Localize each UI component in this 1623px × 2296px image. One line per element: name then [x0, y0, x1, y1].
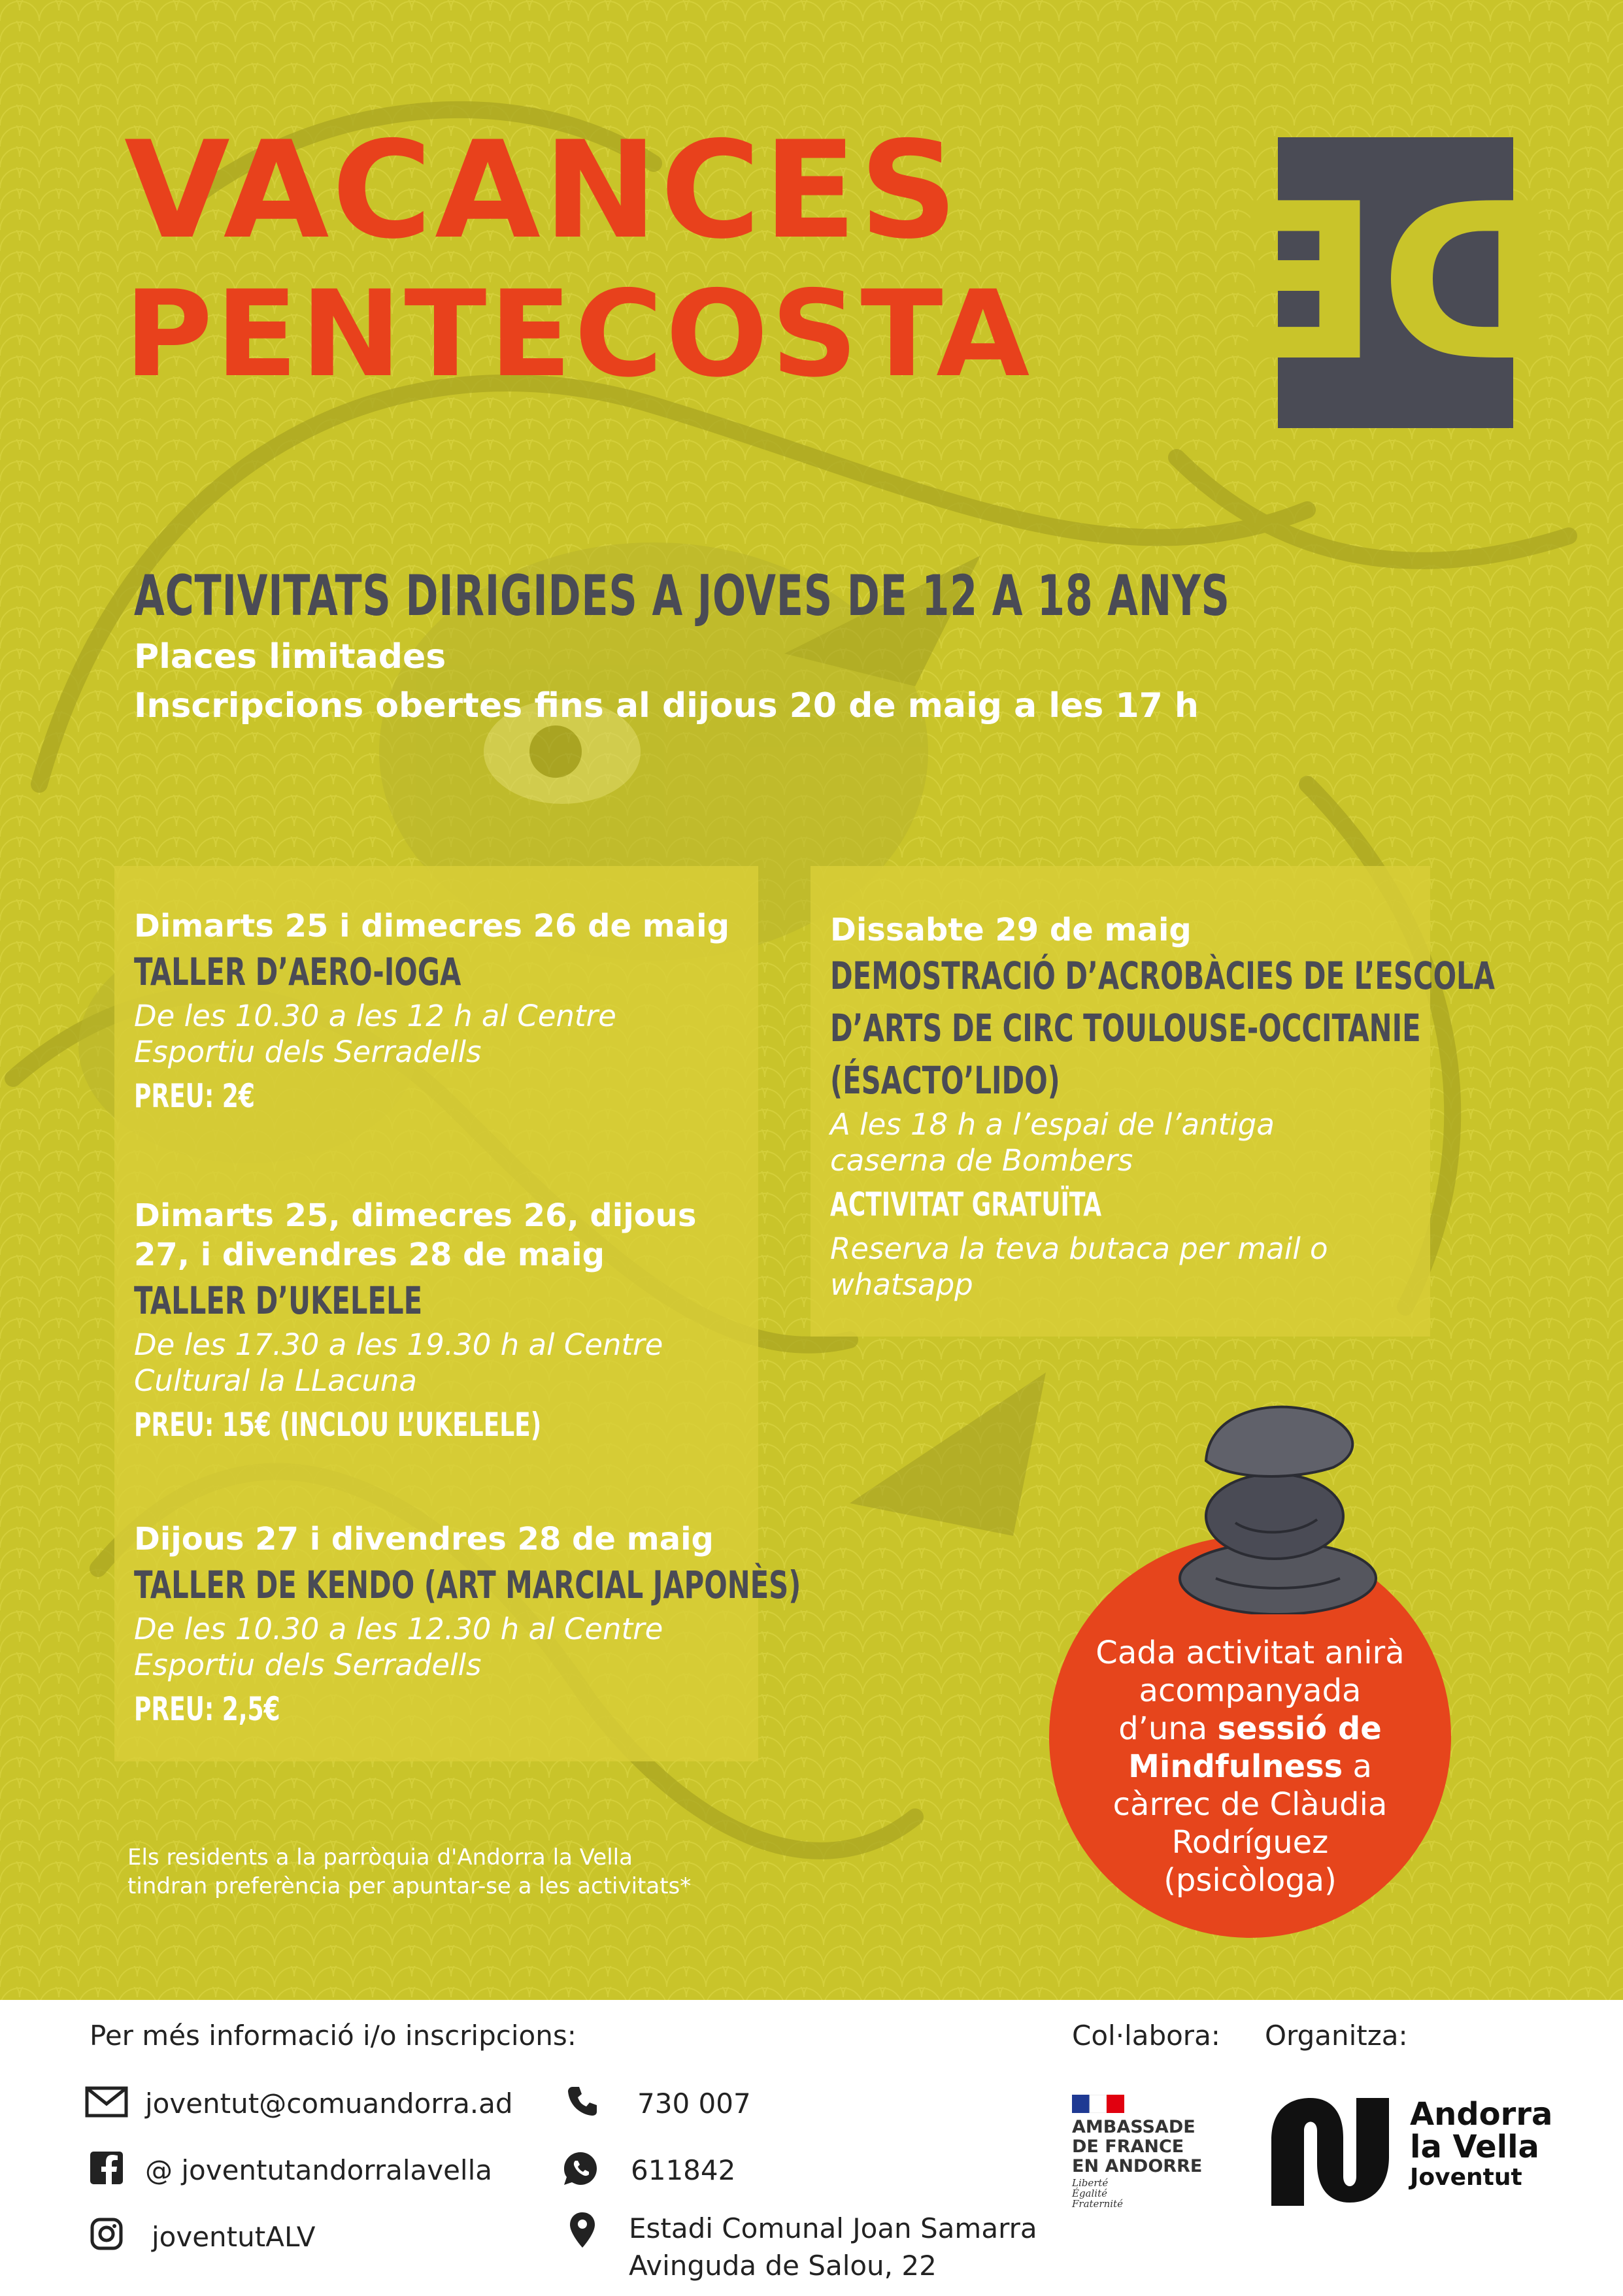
- places-limited: Places limitades: [134, 637, 446, 676]
- activity-location: De les 10.30 a les 12.30 h al Centre Esportiu dels Serradells: [134, 1612, 663, 1682]
- activity-location: De les 10.30 a les 12 h al Centre Esportiu dels Serradells: [134, 999, 616, 1069]
- collabora-label: Col·labora:: [1072, 2020, 1220, 2052]
- address-line-1: Estadi Comunal Joan Samarra: [629, 2212, 1037, 2244]
- activity-price: PREU: 2€: [134, 1077, 255, 1115]
- stacked-stones-icon: [1170, 1389, 1386, 1614]
- activity-date: Dimarts 25, dimecres 26, dijous 27, i divendres 28 de maig: [134, 1197, 697, 1273]
- ambassade-motto: [1072, 2178, 1123, 2209]
- mindfulness-line-3: [1079, 1710, 1422, 1748]
- address-line-2: Avinguda de Salou, 22: [629, 2250, 937, 2282]
- motto-line-1: Liberté: [1072, 2177, 1109, 2189]
- mindfulness-line-4-post: a: [1343, 1748, 1372, 1785]
- motto-line-2: Égalité: [1072, 2188, 1107, 2199]
- facebook-link[interactable]: @ joventutandorralavella: [145, 2154, 493, 2186]
- french-flag-icon: [1072, 2095, 1124, 2113]
- activity-location: De les 17.30 a les 19.30 h al Centre Cultural la LLacuna: [134, 1327, 663, 1398]
- de-mirrored-text: DE: [1232, 157, 1559, 408]
- envelope-icon: [85, 2086, 128, 2118]
- andorra-la-vella-logo-text: [1410, 2098, 1552, 2192]
- alv-line-2: la Vella: [1410, 2129, 1539, 2165]
- ambassade-line-1: AMBASSADE: [1072, 2117, 1196, 2137]
- instagram-link[interactable]: joventutALV: [152, 2221, 316, 2253]
- activity-price: PREU: 15€ (INCLOU L’UKELELE): [134, 1406, 542, 1444]
- location-pin-icon: [569, 2211, 596, 2249]
- activity-name: TALLER DE KENDO (ART MARCIAL JAPONÈS): [134, 1563, 801, 1607]
- activity-aero-ioga: [134, 907, 739, 1122]
- activity-name-line-3: (ÉSACTO’LIDO): [830, 1058, 1060, 1103]
- mindfulness-line-3-pre: d’una: [1118, 1710, 1218, 1747]
- title-line-2: PENTECOSTA: [124, 265, 1033, 403]
- ambassade-line-2: DE FRANCE: [1072, 2137, 1184, 2157]
- info-label: Per més informació i/o inscripcions:: [90, 2020, 577, 2052]
- subtitle: ACTIVITATS DIRIGIDES A JOVES DE 12 A 18 ANYS: [134, 563, 1230, 629]
- activities-card-left: [114, 866, 801, 1761]
- activity-date: Dissabte 29 de maig: [830, 912, 1192, 948]
- mindfulness-line-5: càrrec de Clàudia: [1113, 1786, 1388, 1823]
- mindfulness-line-4-bold: Mindfulness: [1128, 1748, 1343, 1785]
- residents-note: Els residents a la parròquia d'Andorra la Vella tindran preferència per apuntar-se a les activitats*: [127, 1844, 692, 1899]
- mindfulness-line-7: (psicòloga): [1163, 1862, 1337, 1899]
- mindfulness-line-4: [1079, 1748, 1422, 1786]
- instagram-icon: [90, 2218, 123, 2250]
- alv-line-1: Andorra: [1410, 2096, 1553, 2133]
- activity-ukelele: [134, 1196, 739, 1451]
- mindfulness-line-6: Rodríguez: [1171, 1824, 1329, 1861]
- mindfulness-line-2: acompanyada: [1139, 1672, 1362, 1709]
- activity-name-line-2: D’ARTS DE CIRC TOULOUSE-OCCITANIE: [830, 1006, 1421, 1050]
- whatsapp-icon: [562, 2150, 599, 2187]
- activities-card-right: [811, 866, 1495, 1337]
- facebook-icon: [90, 2152, 123, 2184]
- whatsapp-number[interactable]: 611842: [631, 2154, 736, 2186]
- mindfulness-line-1: Cada activitat anirà: [1096, 1635, 1405, 1671]
- activity-name-line-1: DEMOSTRACIÓ D’ACROBÀCIES DE L’ESCOLA: [830, 954, 1495, 998]
- activity-location: A les 18 h a l’espai de l’antiga caserna de Bombers: [830, 1107, 1275, 1178]
- andorra-la-vella-logo-icon: [1265, 2091, 1396, 2206]
- activity-name: TALLER D’AERO-IOGA: [134, 950, 461, 994]
- activity-acrobacies: [830, 910, 1495, 1303]
- activity-price: ACTIVITAT GRATUÏTA: [830, 1186, 1102, 1223]
- alv-line-3: Joventut: [1410, 2164, 1522, 2191]
- ambassade-logo-text: [1072, 2118, 1202, 2176]
- mindfulness-text: [1079, 1634, 1422, 1899]
- de-block: [1232, 137, 1559, 428]
- activity-reservation: Reserva la teva butaca per mail o whatsapp: [830, 1231, 1328, 1302]
- activity-kendo: [134, 1520, 801, 1735]
- email-link[interactable]: joventut@comuandorra.ad: [145, 2088, 513, 2120]
- phone-icon: [566, 2085, 599, 2118]
- organitza-label: Organitza:: [1265, 2020, 1408, 2052]
- ambassade-line-3: EN ANDORRE: [1072, 2156, 1203, 2176]
- mindfulness-line-3-bold: sessió de: [1217, 1710, 1382, 1747]
- motto-line-3: Fraternité: [1072, 2198, 1123, 2210]
- activity-price: PREU: 2,5€: [134, 1690, 280, 1728]
- activity-name: TALLER D’UKELELE: [134, 1278, 423, 1323]
- phone-number[interactable]: 730 007: [637, 2088, 751, 2120]
- title-line-1: VACANCES: [124, 113, 961, 269]
- activity-date: Dimarts 25 i dimecres 26 de maig: [134, 908, 729, 944]
- inscriptions-deadline: Inscripcions obertes fins al dijous 20 de maig a les 17 h: [134, 686, 1199, 725]
- activity-date: Dijous 27 i divendres 28 de maig: [134, 1521, 714, 1557]
